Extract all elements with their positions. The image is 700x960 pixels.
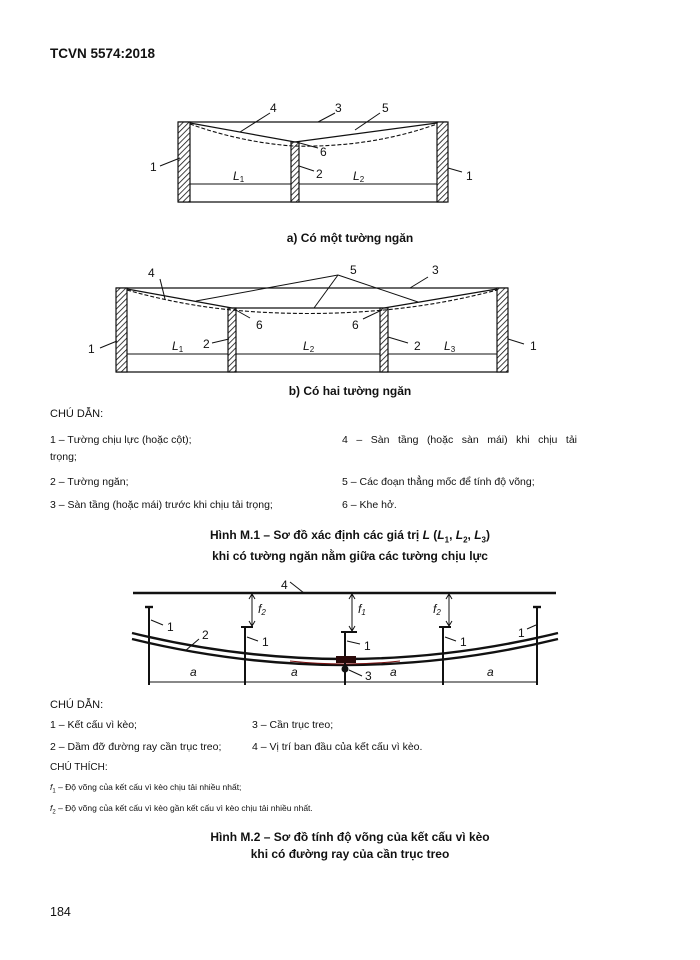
legend-item-2: 2 – Tường ngăn;	[50, 476, 129, 488]
label-4: 4	[270, 101, 277, 115]
label-1-right: 1	[530, 339, 537, 353]
legend-item-1: 1 – Kết cấu vì kèo;	[50, 719, 137, 731]
standard-code-header: TCVN 5574:2018	[50, 46, 156, 61]
label-3: 3	[432, 263, 439, 277]
label-1: 1	[518, 626, 525, 640]
legend-item-1-cont: trọng;	[50, 451, 77, 463]
legend-item-4: 4 – Vị trí ban đầu của kết cấu vì kèo.	[252, 741, 423, 753]
label-3: 3	[335, 101, 342, 115]
figure-m2-title: Hình M.2 – Sơ đồ tính độ võng của kết cấu vì kèo khi có đường ray của cần trục treo	[210, 830, 490, 861]
legend-item-3: 3 – Sàn tầng (hoặc mái) trước khi chịu tải trọng;	[50, 499, 273, 511]
page-number: 184	[50, 905, 71, 919]
label-5: 5	[382, 101, 389, 115]
legend-item-3: 3 – Cần trục treo;	[252, 719, 334, 731]
legend-item-2: 2 – Dầm đỡ đường ray cần trục treo;	[50, 741, 222, 753]
diagram-a-one-partition-wall	[0, 90, 700, 220]
label-6-right: 6	[352, 318, 359, 332]
label-1-right: 1	[466, 169, 473, 183]
caption-diagram-b: b) Có hai tường ngăn	[288, 384, 412, 398]
label-6-left: 6	[256, 318, 263, 332]
label-f2-left: f2	[258, 602, 266, 617]
label-4: 4	[148, 266, 155, 280]
legend-item-5: 5 – Các đoạn thẳng mốc để tính độ võng;	[342, 476, 535, 488]
label-L1: L1	[233, 169, 245, 184]
label-f1: f1	[358, 602, 366, 617]
label-f2-right: f2	[433, 602, 441, 617]
label-a: a	[291, 665, 298, 679]
legend-item-1: 1 – Tường chịu lực (hoặc cột);	[50, 434, 192, 446]
label-1: 1	[460, 635, 467, 649]
diagram-b-two-partition-walls	[0, 255, 700, 375]
label-1: 1	[364, 639, 371, 653]
label-2-right: 2	[414, 339, 421, 353]
label-1: 1	[167, 620, 174, 634]
label-L2: L2	[303, 339, 315, 354]
label-2: 2	[202, 628, 209, 642]
notes-heading: CHÚ THÍCH:	[50, 762, 108, 773]
label-2-left: 2	[203, 337, 210, 351]
label-L3: L3	[444, 339, 456, 354]
label-a: a	[487, 665, 494, 679]
label-5: 5	[350, 263, 357, 277]
label-L1: L1	[172, 339, 184, 354]
label-a: a	[390, 665, 397, 679]
label-6: 6	[320, 145, 327, 159]
label-4: 4	[281, 578, 288, 592]
label-1-left: 1	[88, 342, 95, 356]
label-1: 1	[262, 635, 269, 649]
legend-heading: CHÚ DẪN:	[50, 699, 104, 711]
label-a: a	[190, 665, 197, 679]
label-L2: L2	[353, 169, 365, 184]
label-3: 3	[365, 669, 372, 683]
legend-heading: CHÚ DẪN:	[50, 408, 104, 420]
legend-item-6: 6 – Khe hở.	[342, 499, 397, 511]
label-1-left: 1	[150, 160, 157, 174]
note-f1: $f_1$ – Độ võng của kết cấu vì kèo chịu tải nhiều nhất;	[50, 782, 242, 795]
note-f2: $f_2$ – Độ võng của kết cấu vì kèo gần kết cấu vì kèo chịu tải nhiều nhất.	[50, 803, 313, 816]
figure-m1-title: Hình M.1 – Sơ đồ xác định các giá trị L ($L_1$, $L_2$, $L_3$) khi có tường ngăn nằm giữa các tường chịu lực	[210, 528, 490, 564]
label-2: 2	[316, 167, 323, 181]
caption-diagram-a: a) Có một tường ngăn	[286, 231, 414, 245]
diagram-m2-truss-deflection	[0, 575, 700, 690]
legend-item-4: 4 – Sàn tầng (hoặc sàn mái) khi chịu tải	[342, 434, 577, 446]
